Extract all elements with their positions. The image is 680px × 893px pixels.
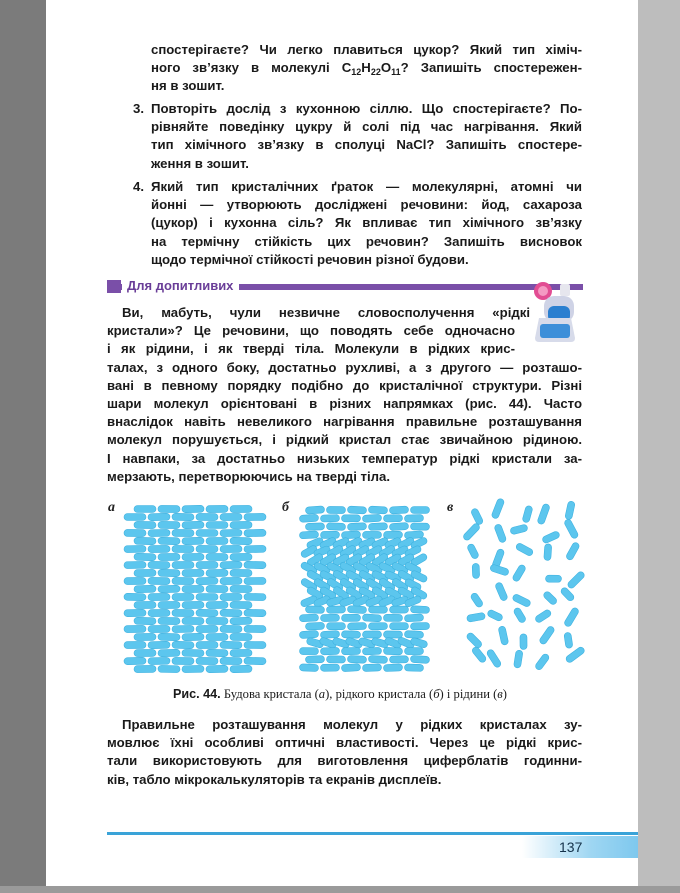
molecule-shape: [466, 612, 485, 622]
text-line: ків, табло мікрокалькуляторів та екранів дисплеїв.: [107, 771, 442, 787]
molecule-shape: [541, 530, 560, 544]
molecule-shape: [305, 606, 324, 614]
molecule-shape: [148, 545, 170, 552]
molecule-shape: [244, 577, 266, 584]
molecule-shape: [124, 609, 146, 616]
molecule-shape: [326, 623, 345, 630]
formula-o: O: [380, 60, 392, 76]
molecule-shape: [244, 641, 266, 648]
molecule-shape: [341, 664, 360, 672]
formula-sub-o: 11: [391, 67, 401, 78]
molecule-shape: [158, 601, 180, 608]
molecule-shape: [206, 665, 228, 673]
molecule-shape: [196, 577, 218, 584]
molecule-shape: [362, 647, 381, 655]
molecule-shape: [206, 601, 228, 608]
molecule-shape: [466, 543, 479, 560]
molecule-shape: [389, 506, 408, 514]
molecule-shape: [220, 577, 242, 584]
molecule-shape: [564, 632, 573, 648]
molecule-shape: [565, 501, 576, 520]
molecule-shape: [244, 513, 266, 520]
text-line: мовлює їхні особливі оптичні властивості. Через це рідкі крис-: [107, 735, 582, 751]
molecule-shape: [534, 653, 550, 671]
molecule-shape: [148, 529, 170, 536]
molecule-shape: [368, 655, 387, 663]
molecule-shape: [545, 575, 561, 582]
molecule-shape: [230, 521, 252, 528]
figure-label-v: в: [447, 500, 454, 515]
molecule-shape: [220, 513, 242, 520]
molecule-shape: [182, 537, 204, 544]
molecule-shape: [347, 655, 366, 663]
molecule-shape: [206, 633, 228, 640]
molecule-shape: [512, 593, 532, 607]
molecule-shape: [148, 513, 170, 520]
molecule-shape: [220, 545, 242, 552]
molecule-shape: [134, 585, 156, 592]
molecule-shape: [230, 601, 252, 608]
molecule-shape: [158, 569, 180, 576]
molecule-shape: [534, 609, 552, 624]
molecule-shape: [134, 521, 156, 528]
molecule-shape: [134, 649, 156, 656]
molecule-shape: [182, 633, 204, 641]
molecule-shape: [347, 506, 366, 514]
molecule-shape: [383, 614, 402, 621]
molecule-shape: [158, 633, 180, 641]
caption-text: Будова кристала (: [220, 687, 319, 701]
molecule-shape: [182, 553, 204, 560]
molecule-shape: [299, 630, 318, 638]
molecule-shape: [172, 513, 194, 520]
molecule-shape: [148, 641, 170, 648]
molecule-shape: [182, 617, 204, 624]
paragraph-continuation: [151, 41, 582, 96]
molecule-shape: [148, 561, 170, 568]
molecule-shape: [220, 593, 242, 600]
molecule-shape: [347, 622, 366, 630]
molecule-shape: [383, 531, 402, 538]
molecule-shape: [148, 657, 170, 664]
molecule-shape: [383, 664, 402, 672]
molecule-shape: [512, 564, 527, 583]
text-line: талах, з одного боку, достатньо рухливі, а з другого — розташо-: [107, 359, 582, 375]
molecule-shape: [513, 650, 523, 669]
molecule-shape: [341, 515, 360, 522]
caption-text: ): [502, 687, 507, 701]
molecule-shape: [158, 537, 180, 545]
molecule-shape: [472, 563, 480, 578]
molecule-shape: [404, 664, 423, 672]
molecule-shape: [230, 569, 252, 576]
molecule-shape: [470, 592, 484, 608]
molecule-shape: [196, 657, 218, 664]
molecule-shape: [206, 569, 228, 576]
molecule-shape: [134, 617, 156, 624]
molecule-shape: [389, 606, 408, 613]
molecule-shape: [389, 623, 408, 630]
molecule-shape: [404, 630, 423, 638]
text-line: тали використовують для виготовлення циферблатів годинни-: [107, 753, 582, 769]
molecule-shape: [389, 656, 408, 663]
molecule-shape: [410, 655, 429, 663]
molecule-shape: [326, 506, 345, 513]
molecule-shape: [498, 626, 509, 646]
molecule-shape: [206, 537, 228, 544]
text-fragment: ? Запишіть спостережен-: [400, 60, 583, 76]
molecule-shape: [389, 522, 408, 530]
molecule-shape: [196, 561, 218, 568]
molecule-shape: [383, 515, 402, 522]
molecule-shape: [134, 633, 156, 640]
text-line: Який тип кристалічних ґраток — молекулярні, атомні чи: [151, 179, 582, 194]
molecule-shape: [134, 665, 156, 672]
molecule-shape: [196, 513, 218, 520]
molecule-shape: [220, 657, 242, 664]
figure-label-a: а: [108, 500, 115, 515]
molecule-shape: [230, 505, 252, 512]
formula-sub-c: 12: [351, 67, 362, 78]
liquid-illustration: [466, 502, 590, 674]
text-line: на термічну стійкість цих речовин? Запишіть висновок: [151, 233, 582, 249]
molecule-shape: [326, 606, 345, 614]
molecule-shape: [560, 586, 576, 602]
molecule-shape: [404, 614, 423, 622]
molecule-shape: [220, 561, 242, 568]
molecule-shape: [124, 593, 146, 601]
molecule-shape: [404, 648, 423, 655]
molecule-shape: [148, 593, 170, 600]
molecule-shape: [410, 622, 429, 629]
molecule-shape: [172, 625, 194, 632]
section-title: Для допитливих: [122, 277, 239, 295]
paragraph-intro: [107, 304, 582, 486]
molecule-shape: [230, 617, 252, 625]
molecule-shape: [182, 585, 204, 592]
footer-rule: [107, 832, 638, 835]
molecule-shape: [538, 625, 555, 645]
molecule-shape: [362, 631, 381, 638]
molecule-shape: [563, 607, 579, 628]
molecule-shape: [299, 648, 318, 655]
molecule-shape: [368, 623, 387, 630]
molecule-shape: [362, 514, 381, 522]
molecule-shape: [299, 514, 318, 522]
molecule-shape: [158, 649, 180, 656]
molecule-shape: [206, 649, 228, 656]
molecule-shape: [404, 514, 423, 522]
molecule-shape: [134, 537, 156, 544]
molecule-shape: [305, 506, 324, 514]
molecule-shape: [466, 632, 484, 650]
molecule-shape: [220, 529, 242, 536]
molecule-shape: [230, 585, 252, 592]
molecule-shape: [158, 521, 180, 528]
molecule-shape: [124, 561, 146, 568]
molecule-shape: [196, 530, 218, 537]
molecule-shape: [220, 641, 242, 648]
molecule-shape: [404, 531, 423, 539]
section-header-marker: [107, 280, 121, 293]
molecule-shape: [158, 617, 180, 624]
molecule-shape: [158, 585, 180, 593]
bottom-frame: [0, 886, 680, 893]
molecule-shape: [471, 646, 487, 664]
molecule-shape: [368, 506, 387, 514]
list-item-3: [133, 100, 582, 173]
molecule-shape: [124, 529, 146, 536]
text-fragment: ного зв’язку в молекулі C: [151, 60, 352, 76]
caption-ref-v: в: [497, 687, 503, 701]
text-line: шари молекул орієнтовані в різних напрямках (рис. 44). Часто: [107, 395, 582, 411]
list-item-4: [133, 178, 582, 269]
molecule-shape: [206, 553, 228, 560]
molecule-shape: [515, 542, 534, 557]
molecule-shape: [172, 577, 194, 584]
left-frame: [0, 0, 46, 893]
molecule-shape: [487, 609, 504, 622]
molecule-shape: [172, 561, 194, 568]
molecule-shape: [196, 594, 218, 601]
molecule-shape: [244, 529, 266, 536]
molecule-shape: [124, 641, 146, 648]
figure-caption: [0, 687, 680, 702]
molecule-shape: [522, 505, 533, 523]
molecule-shape: [305, 523, 324, 531]
molecule-shape: [486, 648, 502, 668]
molecule-shape: [299, 664, 318, 672]
molecule-shape: [544, 544, 552, 561]
molecule-shape: [341, 614, 360, 621]
caption-text: ), рідкого кристала (: [325, 687, 434, 701]
molecule-shape: [244, 657, 266, 664]
molecule-shape: [383, 631, 402, 638]
molecule-shape: [196, 625, 218, 632]
molecule-shape: [565, 541, 580, 561]
molecule-shape: [244, 609, 266, 616]
molecule-shape: [565, 646, 586, 664]
molecule-shape: [172, 609, 194, 616]
molecule-shape: [230, 665, 252, 672]
molecule-shape: [124, 514, 146, 521]
molecule-shape: [172, 545, 194, 552]
text-line: мерзають, перетворюючись на тверді тіла.: [107, 468, 391, 484]
molecule-shape: [206, 505, 228, 512]
molecule-shape: [542, 590, 558, 606]
molecule-shape: [220, 625, 242, 632]
text-line: щодо термічної стійкості речовин різної будови.: [151, 251, 469, 267]
text-line: молекул порушується, і рідкий кристал стає звичайною рідиною.: [107, 432, 582, 448]
text-line: спостерігаєте? Чи легко плавиться цукор? Який тип хіміч-: [151, 42, 582, 57]
molecule-shape: [513, 607, 527, 624]
molecule-shape: [341, 631, 360, 639]
molecule-shape: [244, 625, 266, 632]
list-number: 3.: [133, 101, 144, 116]
molecule-shape: [124, 545, 146, 552]
molecule-shape: [172, 593, 194, 600]
molecule-shape: [230, 553, 252, 560]
caption-number: Рис. 44.: [173, 687, 221, 701]
molecule-shape: [230, 537, 252, 545]
molecule-shape: [196, 609, 218, 616]
molecule-shape: [172, 641, 194, 649]
molecule-shape: [520, 634, 527, 650]
molecule-shape: [362, 664, 381, 672]
paragraph-outro: [107, 716, 582, 789]
molecule-shape: [244, 561, 266, 568]
molecule-shape: [368, 606, 387, 613]
formula-line: [151, 59, 582, 77]
crystal-structure-illustration: [130, 505, 256, 675]
molecule-shape: [320, 515, 339, 523]
figure-label-b: б: [282, 500, 289, 515]
molecule-shape: [134, 553, 156, 561]
molecule-shape: [134, 569, 156, 576]
molecule-shape: [410, 523, 429, 530]
molecule-shape: [494, 523, 507, 543]
molecule-shape: [230, 633, 252, 640]
molecule-shape: [172, 657, 194, 664]
molecule-shape: [196, 641, 218, 648]
molecule-shape: [362, 531, 381, 538]
molecule-shape: [368, 523, 387, 531]
molecule-shape: [182, 521, 204, 528]
molecule-shape: [134, 601, 156, 608]
molecule-shape: [510, 524, 528, 535]
text-line: рівняйте поведінку цукру й солі під час нагрівання. Який: [151, 119, 582, 135]
molecule-shape: [299, 614, 318, 622]
molecule-shape: [182, 649, 204, 656]
list-number: 4.: [133, 179, 144, 194]
molecule-shape: [244, 545, 266, 552]
molecule-shape: [230, 649, 252, 656]
molecule-shape: [148, 625, 170, 632]
text-line: І навпаки, за достатньо низьких температур рідкі кристали за-: [107, 450, 582, 466]
molecule-shape: [305, 656, 324, 664]
molecule-shape: [206, 617, 228, 624]
molecule-shape: [134, 506, 156, 513]
molecule-shape: [182, 665, 204, 672]
molecule-shape: [124, 657, 146, 665]
molecule-shape: [158, 553, 180, 560]
molecule-shape: [470, 508, 484, 526]
molecule-shape: [411, 507, 430, 514]
text-line: (цукор) і кухонна сіль? Як впливає тип хімічного зв’язку: [151, 215, 582, 231]
molecule-shape: [326, 523, 345, 531]
text-line: ження в зошит.: [151, 155, 249, 171]
molecule-shape: [148, 577, 170, 584]
caption-ref-b: б: [433, 687, 440, 701]
molecule-shape: [566, 570, 585, 589]
molecule-shape: [326, 656, 345, 663]
molecule-shape: [383, 647, 402, 655]
formula-h: H: [361, 60, 371, 76]
text-line: внаслідок навіть невеликого нагрівання правильне розташування: [107, 414, 582, 430]
molecule-shape: [362, 614, 381, 622]
text-line: Ви, мабуть, чули незвичне словосполучення «рідкі: [122, 305, 530, 320]
liquid-crystal-illustration: [300, 505, 416, 675]
molecule-shape: [537, 503, 551, 525]
page-number: 137: [522, 836, 638, 858]
molecule-shape: [347, 523, 366, 531]
text-line: вані в певному порядку подібно до кристалічної структури. Різні: [107, 377, 582, 393]
text-line: ня в зошит.: [151, 78, 225, 94]
molecule-shape: [148, 609, 170, 616]
molecule-shape: [341, 647, 360, 654]
molecule-shape: [182, 601, 204, 608]
molecule-shape: [244, 593, 266, 600]
molecule-shape: [220, 609, 242, 617]
molecule-shape: [124, 577, 146, 584]
molecule-shape: [172, 529, 194, 536]
molecule-shape: [320, 614, 339, 621]
molecule-shape: [206, 585, 228, 592]
caption-ref-a: а: [318, 687, 326, 701]
text-line: Повторіть дослід з кухонною сіллю. Що спостерігаєте? По-: [151, 101, 582, 116]
molecule-shape: [158, 665, 180, 672]
text-line: кристали»? Це речовини, що поводять себе одночасно: [107, 323, 515, 339]
molecule-shape: [410, 606, 429, 614]
molecule-shape: [320, 664, 339, 671]
molecule-shape: [299, 531, 318, 539]
text-line: тип хімічного зв’язку в сполуці NaCl? Запишіть спостере-: [151, 137, 582, 153]
molecule-shape: [347, 606, 366, 614]
molecule-shape: [305, 622, 324, 630]
right-frame: [638, 0, 680, 893]
text-line: і як рідини, і як тверді тіла. Молекули в рідких крис-: [107, 341, 515, 357]
formula-sub-h: 22: [370, 67, 381, 78]
text-line: Правильне розташування молекул у рідких кристалах зу-: [122, 717, 582, 732]
molecule-shape: [320, 647, 339, 655]
molecule-shape: [182, 505, 204, 512]
molecule-shape: [158, 505, 180, 512]
molecule-shape: [196, 545, 218, 552]
molecule-shape: [494, 582, 508, 602]
molecule-shape: [182, 569, 204, 576]
molecule-shape: [124, 625, 146, 632]
molecule-shape: [320, 531, 339, 538]
molecule-shape: [563, 518, 579, 539]
molecule-shape: [206, 522, 228, 529]
text-line: йонні — утворюють досліджені речовини: йод, сахароза: [151, 197, 582, 213]
caption-text: ) і рідини (: [439, 687, 498, 701]
